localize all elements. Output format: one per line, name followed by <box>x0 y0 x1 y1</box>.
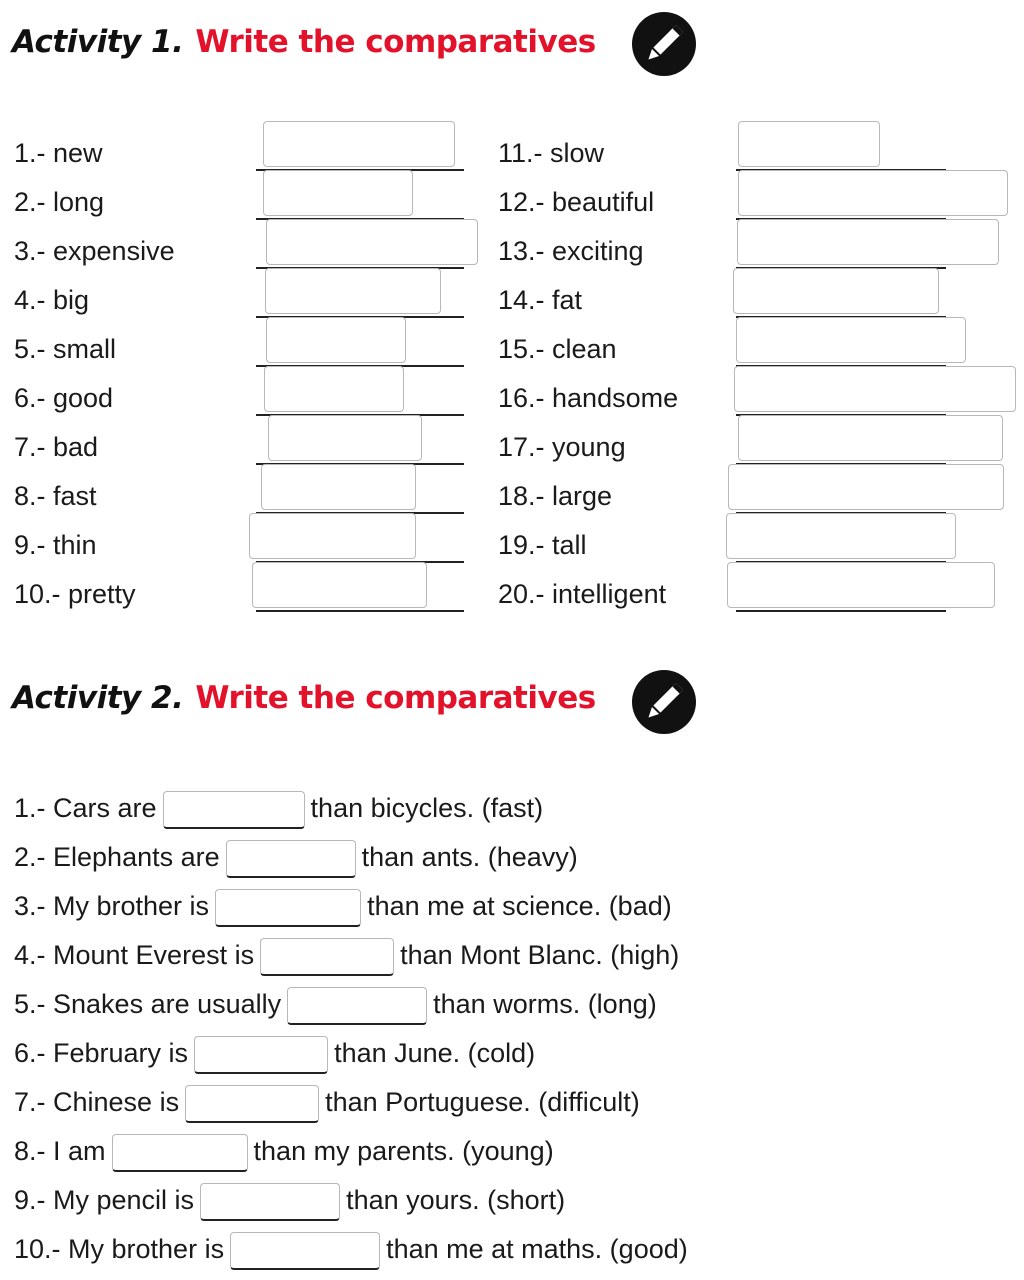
answer-box[interactable] <box>263 170 413 216</box>
sentence-end: than me at science. (bad) <box>367 891 672 921</box>
answer-box[interactable] <box>252 562 427 608</box>
sentence-end: than worms. (long) <box>433 989 657 1019</box>
answer-underline <box>256 610 464 612</box>
sentence-start: 1.- Cars are <box>14 793 157 823</box>
sentence-row <box>14 1227 688 1271</box>
answer-blank[interactable] <box>260 938 394 976</box>
sentence-row <box>14 1129 554 1173</box>
activity-1-heading <box>12 14 596 70</box>
answer-blank[interactable] <box>215 889 361 927</box>
answer-blank[interactable] <box>226 840 356 878</box>
answer-box[interactable] <box>264 366 404 412</box>
answer-blank[interactable] <box>185 1085 319 1123</box>
sentence-end: than my parents. (young) <box>253 1136 554 1166</box>
item-label: 11.- slow <box>498 138 605 168</box>
sentence-end: than ants. (heavy) <box>361 842 578 872</box>
item-label: 16.- handsome <box>498 383 679 413</box>
activity-2-title: Write the comparatives <box>195 680 596 716</box>
item-label: 7.- bad <box>14 432 99 462</box>
answer-box[interactable] <box>728 464 1004 510</box>
pencil-icon <box>632 12 696 76</box>
item-label: 9.- thin <box>14 530 97 560</box>
answer-box[interactable] <box>738 415 1003 461</box>
item-label: 20.- intelligent <box>498 579 667 609</box>
sentence-start: 5.- Snakes are usually <box>14 989 282 1019</box>
sentence-row <box>14 1178 565 1222</box>
item-label: 3.- expensive <box>14 236 175 266</box>
sentence-start: 4.- Mount Everest is <box>14 940 255 970</box>
sentence-start: 9.- My pencil is <box>14 1185 195 1215</box>
sentence-end: than Mont Blanc. (high) <box>400 940 680 970</box>
activity-2-heading <box>12 670 596 726</box>
sentence-end: than me at maths. (good) <box>386 1234 688 1264</box>
answer-box[interactable] <box>266 219 478 265</box>
answer-blank[interactable] <box>287 987 427 1025</box>
sentence-start: 10.- My brother is <box>14 1234 225 1264</box>
item-label: 13.- exciting <box>498 236 644 266</box>
item-label: 19.- tall <box>498 530 587 560</box>
activity-1-lead: Activity 1. <box>12 24 184 60</box>
sentence-end: than June. (cold) <box>334 1038 536 1068</box>
answer-box[interactable] <box>266 317 406 363</box>
answer-box[interactable] <box>738 170 1008 216</box>
item-label: 4.- big <box>14 285 90 315</box>
sentence-start: 2.- Elephants are <box>14 842 220 872</box>
sentence-end: than bicycles. (fast) <box>310 793 544 823</box>
activity-2-lead: Activity 2. <box>12 680 184 716</box>
answer-box[interactable] <box>726 513 956 559</box>
item-label: 5.- small <box>14 334 117 364</box>
answer-box[interactable] <box>268 415 422 461</box>
answer-box[interactable] <box>263 121 455 167</box>
sentence-end: than yours. (short) <box>346 1185 566 1215</box>
answer-box[interactable] <box>738 121 880 167</box>
sentence-row <box>14 835 578 879</box>
item-label: 18.- large <box>498 481 613 511</box>
answer-box[interactable] <box>727 562 995 608</box>
item-label: 17.- young <box>498 432 626 462</box>
answer-blank[interactable] <box>112 1134 248 1172</box>
answer-underline <box>736 610 946 612</box>
item-label: 12.- beautiful <box>498 187 655 217</box>
sentence-row <box>14 786 543 830</box>
sentence-start: 8.- I am <box>14 1136 106 1166</box>
pencil-icon <box>632 670 696 734</box>
sentence-row <box>14 982 657 1026</box>
answer-box[interactable] <box>249 513 416 559</box>
answer-box[interactable] <box>734 366 1016 412</box>
sentence-row <box>14 884 672 928</box>
activity-1-title: Write the comparatives <box>195 24 596 60</box>
answer-blank[interactable] <box>194 1036 328 1074</box>
item-label: 10.- pretty <box>14 579 136 609</box>
sentence-row <box>14 1031 535 1075</box>
item-label: 15.- clean <box>498 334 617 364</box>
answer-blank[interactable] <box>163 791 305 829</box>
answer-box[interactable] <box>736 317 966 363</box>
answer-blank[interactable] <box>230 1232 380 1270</box>
item-label: 6.- good <box>14 383 114 413</box>
answer-box[interactable] <box>261 464 416 510</box>
sentence-start: 6.- February is <box>14 1038 189 1068</box>
sentence-start: 7.- Chinese is <box>14 1087 180 1117</box>
sentence-row <box>14 933 679 977</box>
item-label: 14.- fat <box>498 285 583 315</box>
answer-box[interactable] <box>265 268 441 314</box>
item-label: 1.- new <box>14 138 103 168</box>
sentence-row <box>14 1080 640 1124</box>
item-label: 2.- long <box>14 187 105 217</box>
sentence-end: than Portuguese. (difficult) <box>325 1087 640 1117</box>
answer-box[interactable] <box>737 219 999 265</box>
item-label: 8.- fast <box>14 481 97 511</box>
sentence-start: 3.- My brother is <box>14 891 210 921</box>
answer-box[interactable] <box>733 268 939 314</box>
answer-blank[interactable] <box>200 1183 340 1221</box>
